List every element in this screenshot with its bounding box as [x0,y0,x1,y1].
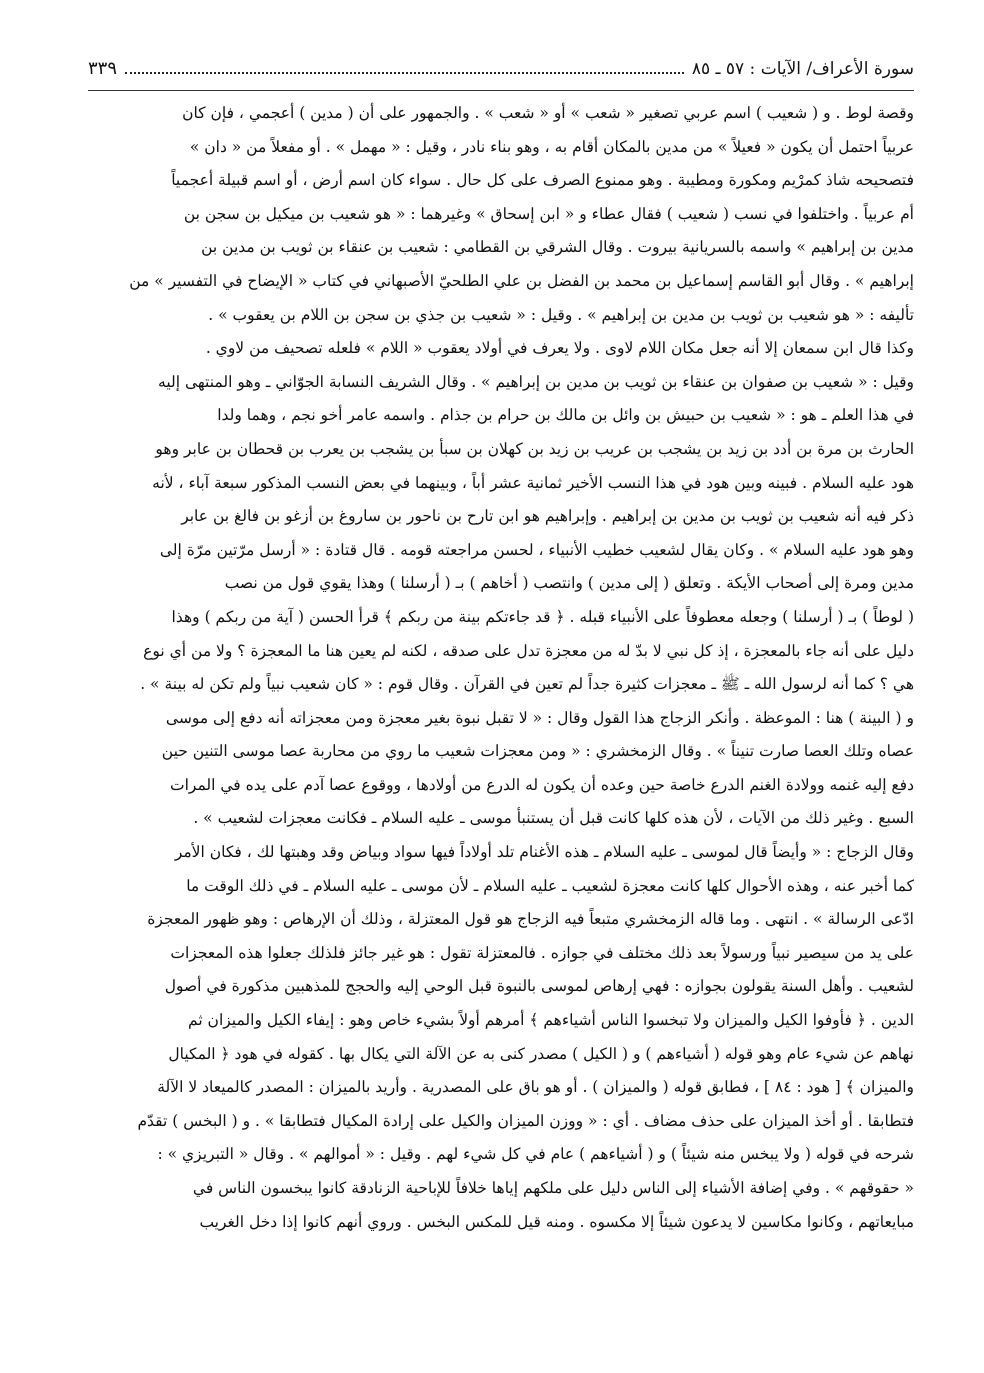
running-header [88,58,914,91]
text-line: والميزان ﴾ [ هود : ٨٤ ] ، فطابق قوله ( والميزان ) . أو هو باق على المصدرية . وأريد بالميزان : المصدر كالميعاد لا الآلة [157,1078,914,1097]
text-line: تأليفه : « هو شعيب بن ثويب بن مدين بن إبراهيم » . وقيل : « شعيب بن جذي بن سجن بن اللام بن يعقوب » . [208,305,914,324]
text-line: السبع . وغير ذلك من الآيات ، لأن هذه كلها كانت قبل أن يستنبأ موسى ـ عليه السلام ـ فكانت معجزات لشعيب » . [193,809,914,828]
text-line: الدين . ﴿ فأوفوا الكيل والميزان ولا تبخسوا الناس أشياءهم ﴾ أمرهم أولاً بشيء خاص وهو : إيفاء الكيل والميزان ثم [188,1011,914,1030]
text-line: نهاهم عن شيء عام وهو قوله ( أشياءهم ) و ( الكيل ) مصدر كنى به عن الآلة التي يكال بها . كقوله في هود ﴿ المكيال [168,1044,914,1063]
text-line: ( لوطاً ) بـ ( أرسلنا ) وجعله معطوفاً على الأنبياء قبله . ﴿ قد جاءتكم بينة من ربكم ﴾ قرأ الحسن ( آية من ربكم ) وهذا [171,607,914,626]
header-title: سورة الأعراف/ الآيات : ٥٧ ـ ٨٥ [691,59,914,79]
text-line: عصاه وتلك العصا صارت تنيناً » . وقال الزمخشري : « ومن معجزات شعيب ما روي من محاربة عصا موسى التنين حين [161,742,914,761]
text-line: دليل على أنه جاء بالمعجزة ، إذ كل نبي لا بدّ له من معجزة تدل على صدقه ، لكنه لم يعين هنا ما المعجزة ؟ ولا من أي نوع [143,641,914,660]
text-line: عربياً احتمل أن يكون « فعيلاً » من مدين بالمكان أقام به ، وهو بناء نادر ، وقيل : « مهمل » . أو مفعلاً من « دان » [189,137,914,156]
text-line: ذكر فيه أنه شعيب بن ثويب بن مدين بن إبراهيم . وإبراهيم هو ابن تارح بن ناحور بن ساروغ بن أزغو بن فالغ بن عابر [181,507,914,526]
text-line: أم عربياً . واختلفوا في نسب ( شعيب ) فقال عطاء و « ابن إسحاق » وغيرهما : « هو شعيب بن ميكيل بن سجن بن [183,204,914,223]
text-line: وقيل : « شعيب بن صفوان بن عنقاء بن ثويب بن مدين بن إبراهيم » . وقال الشريف النسابة الجوّاني ـ وهو المنتهى إليه [158,372,914,391]
text-line: مدين بن إبراهيم » واسمه بالسريانية بيروت . وقال الشرقي بن القطامي : شعيب بن عنقاء بن ثويب بن مدين بن [201,238,914,257]
text-line: و ( البينة ) هنا : الموعظة . وأنكر الزجاج هذا القول وقال : « لا تقبل نبوة بغير معجزة ومن معجزاته أنه دفع إلى موسى [165,708,914,727]
text-line: شرحه في قوله ( ولا يبخس منه شيئاً ) و ( أشياءهم ) عام في كل شيء لهم . وقيل : « أموالهم » . وقال « التبريزي » : [157,1145,914,1164]
text-line: وكذا قال ابن سمعان إلا أنه جعل مكان اللام لاوى . ولا يعرف في أولاد يعقوب « اللام » فلعله تصحيف من لاوي . [205,339,914,358]
text-line: هي ؟ كما أنه لرسول الله ـ ﷺ ـ معجزات كثيرة جداً لم تعين في القرآن . وقال قوم : « كان شعيب نبياً ولم تكن له بينة » . [140,675,914,694]
page-number: ٣٣٩ [88,58,118,79]
text-line: وهو هود عليه السلام » . وكان يقال لشعيب خطيب الأنبياء ، لحسن مراجعته قومه . قال قتادة : « أرسل مرّتين مرّة إلى [159,540,914,559]
text-line: في هذا العلم ـ هو : « شعيب بن حبيش بن وائل بن مالك بن حرام بن جذام . واسمه عامر أخو نجم ، وهما ولدا [217,406,914,425]
text-line: وقصة لوط . و ( شعيب ) اسم عربي تصغير « شعب » أو « شعب » . والجمهور على أن ( مدين ) أعجمي ، فإن كان [182,104,914,122]
header-leader-dots [125,62,684,74]
text-line: مبايعاتهم ، وكانوا مكاسين لا يدعون شيئاً إلا مكسوه . ومنه قيل للمكس البخس . وروي أنهم كانوا إذا دخل الغريب [199,1212,914,1231]
text-line: كما أخبر عنه ، وهذه الأحوال كلها كانت معجزة لشعيب ـ عليه السلام ـ لأن موسى ـ عليه السلام ـ في ذلك الوقت ما [186,876,914,895]
body-text [88,97,914,1239]
text-line: مدين ومرة إلى أصحاب الأيكة . وتعلق ( إلى مدين ) وانتصب ( أخاهم ) بـ ( أرسلنا ) وهذا يقوي قول من نصب [224,574,914,593]
text-line: الحارث بن مرة بن أدد بن زيد بن يشجب بن عريب بن زيد بن كهلان بن سبأ بن يشجب بن يعرب بن قحطان بن عابر وهو [155,439,914,458]
text-line: إبراهيم » . وقال أبو القاسم إسماعيل بن محمد بن الفضل بن علي الطلحيّ الأصبهاني في كتاب « الإيضاح في التفسير » من [129,271,914,290]
text-line: لشعيب . وأهل السنة يقولون بجوازه : فهي إرهاص لموسى بالنبوة قبل الوحي إليه والحجج للمذهبين مذكورة في أصول [164,977,914,996]
text-line: على يد من سيصير نبياً ورسولاً بعد ذلك مختلف في جوازه . فالمعتزلة تقول : هو غير جائز فلذلك جعلوا هذه المعجزات [170,943,914,962]
text-line: وقال الزجاج : « وأيضاً قال لموسى ـ عليه السلام ـ هذه الأغنام تلد أولاداً فيها سواد وبياض وقد وهبتها لك ، فكان الأمر [174,843,914,862]
text-line: هود عليه السلام . فبينه وبين هود في هذا النسب الأخير ثمانية عشر أباً ، وبينهما في بعض النسب المذكور سبعة آباء ، لأنه [152,473,914,492]
text-line: فتصحيحه شاذ كمرْيم ومكورة ومطيبة . وهو ممنوع الصرف على كل حال . سواء كان اسم أرض ، أو اسم قبيلة أعجمياً [171,171,914,190]
text-line: فتطابقا . أو أخذ الميزان على حذف مضاف . أي : « ووزن الميزان والكيل على إرادة المكيال فتطابقا » . و ( البخس ) تقدّم [137,1111,914,1130]
text-line: ادّعى الرسالة » . انتهى . وما قاله الزمخشري متبعاً فيه الزجاج هو قول المعتزلة ، وذلك أن الإرهاص : وهو ظهور المعجزة [147,910,914,929]
text-line: « حقوقهم » . وفي إضافة الأشياء إلى الناس دليل على ملكهم إياها خلافاً للإباحية الزنادقة كانوا يبخسون الناس في [192,1179,914,1197]
text-line: دفع إليه غنمه وولادة الغنم الدرع خاصة حين وعده أن يكون له الدرع من أولادها ، ووقوع عصا آدم على يده في المرات [170,775,914,794]
